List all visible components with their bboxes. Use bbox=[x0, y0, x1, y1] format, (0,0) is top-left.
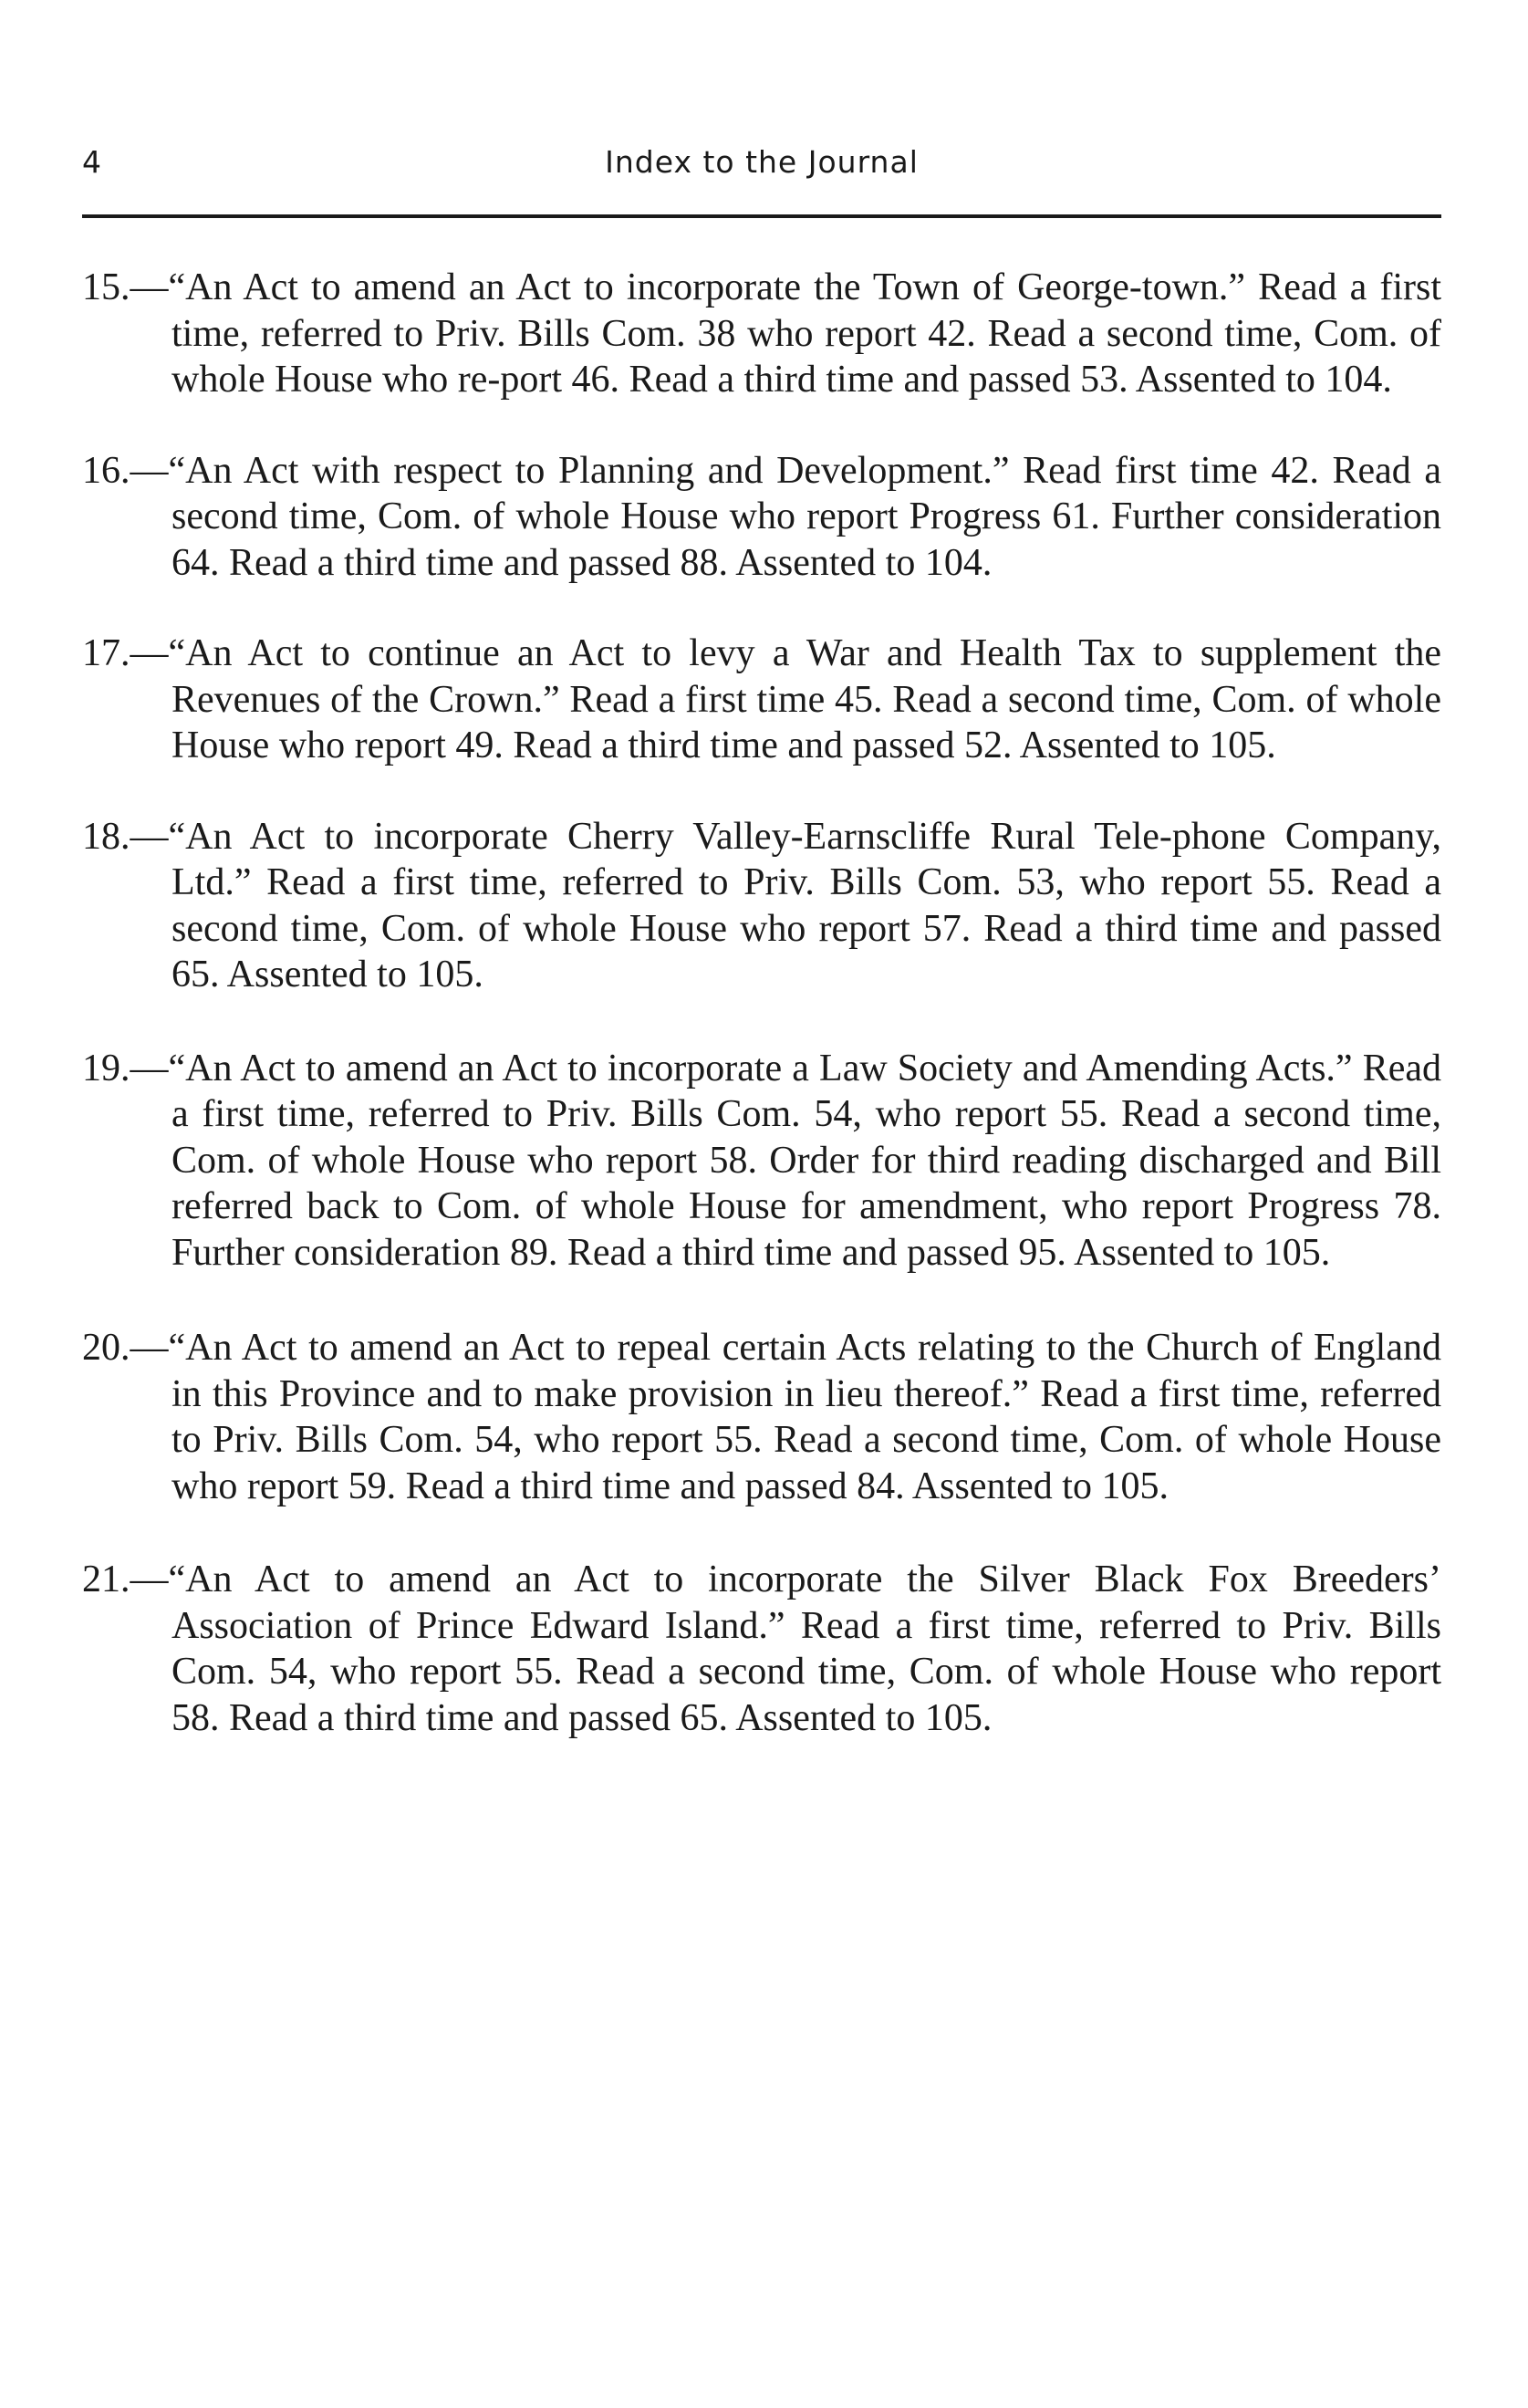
bill-number: 17. bbox=[82, 632, 130, 674]
bill-number: 18. bbox=[82, 815, 130, 858]
bill-number: 21. bbox=[82, 1558, 130, 1600]
bill-text: —“An Act to incorporate Cherry Valley-Earnscliffe Rural Tele-phone Company, Ltd.” Read a first time, referred to Priv. Bills Com. 53, who report 55. Read a second time, Com. of whole House who report 57. Read a third time and passed 65. Assented to 105. bbox=[130, 815, 1441, 996]
bill-entries-list bbox=[82, 265, 1441, 1786]
document-page bbox=[82, 0, 1441, 2408]
bill-number: 19. bbox=[82, 1047, 130, 1089]
bill-entry-21 bbox=[82, 1557, 1441, 1741]
bill-entry-17 bbox=[82, 631, 1441, 769]
bill-entry-15 bbox=[82, 265, 1441, 403]
bill-text: —“An Act to continue an Act to levy a War and Health Tax to supplement the Revenues of the Crown.” Read a first time 45. Read a second time, Com. of whole House who report 49. Read a third time and passed 52. Assented to 105. bbox=[130, 632, 1441, 766]
bill-number: 15. bbox=[82, 266, 130, 308]
bill-text: —“An Act to amend an Act to repeal certain Acts relating to the Church of England in this Province and to make provision in lieu thereof.” Read a first time, referred to Priv. Bills Com. 54, who report 55. Read a second time, Com. of whole House who report 59. Read a third time and passed 84. Assented to 105. bbox=[130, 1327, 1441, 1507]
header-rule bbox=[82, 214, 1441, 218]
bill-number: 16. bbox=[82, 449, 130, 492]
bill-entry-18 bbox=[82, 814, 1441, 998]
bill-text: —“An Act with respect to Planning and Development.” Read first time 42. Read a second time, Com. of whole House who report Progress 61. Further consideration 64. Read a third time and passed 88. Assented to 104. bbox=[130, 449, 1441, 584]
bill-text: —“An Act to amend an Act to incorporate the Silver Black Fox Breeders’ Association of Prince Edward Island.” Read a first time, referred to Priv. Bills Com. 54, who report 55. Read a second time, Com. of whole House who report 58. Read a third time and passed 65. Assented to 105. bbox=[130, 1558, 1441, 1739]
bill-entry-16 bbox=[82, 448, 1441, 587]
running-head bbox=[82, 144, 1441, 190]
bill-entry-20 bbox=[82, 1325, 1441, 1509]
page-number: 4 bbox=[82, 144, 102, 180]
running-title: Index to the Journal bbox=[605, 144, 919, 180]
bill-entry-19 bbox=[82, 1046, 1441, 1277]
bill-number: 20. bbox=[82, 1327, 130, 1369]
bill-text: —“An Act to amend an Act to incorporate a Law Society and Amending Acts.” Read a first time, referred to Priv. Bills Com. 54, who report 55. Read a second time, Com. of whole House who report 58. Order for third reading discharged and Bill referred back to Com. of whole House for amendment, who report Progress 78. Further consideration 89. Read a third time and passed 95. Assented to 105. bbox=[130, 1047, 1441, 1274]
bill-text: —“An Act to amend an Act to incorporate the Town of George-town.” Read a first time, referred to Priv. Bills Com. 38 who report 42. Read a second time, Com. of whole House who re-port 46. Read a third time and passed 53. Assented to 104. bbox=[130, 266, 1441, 401]
